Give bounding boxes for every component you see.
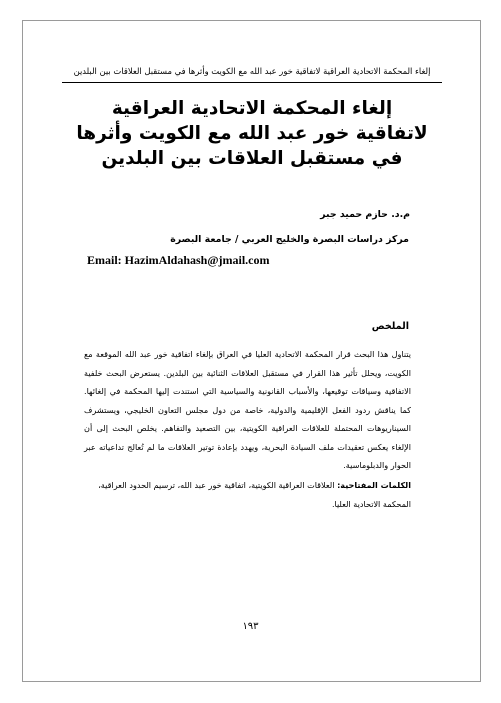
author-email <box>87 253 270 268</box>
header-divider <box>62 82 442 83</box>
abstract-body: يتناول هذا البحث قرار المحكمة الاتحادية العليا في العراق بإلغاء اتفاقية خور عبد الله الموقعة مع الكويت، ويحلل تأثير هذا القرار في مستقبل العلاقات الثنائية بين البلدين. يستعرض البحث خلفية الاتفاقية وسياقات توقيعها، والأسباب القانونية والسياسية التي استندت إليها المحكمة في إلغائها. كما يناقش ردود الفعل الإقليمية والدولية، خاصة من دول مجلس التعاون الخليجي، ويستشرف السيناريوهات المحتملة للعلاقات العراقية الكويتية، بين التصعيد والتفاهم. يخلص البحث إلى أن الإلغاء يعكس تعقيدات ملف السيادة البحرية، ويهدد بإعادة توتير العلاقات ما لم تُعالج تداعياته عبر الحوار والدبلوماسية. <box>84 349 411 470</box>
author-affiliation: مركز دراسات البصرة والخليج العربي / جامعة البصرة <box>170 234 409 245</box>
keywords <box>84 476 411 513</box>
title-line-1: إلغاء المحكمة الاتحادية العراقية <box>111 98 393 119</box>
email-label: Email: <box>87 253 122 267</box>
keywords-label: الكلمات المفتاحية: <box>337 480 411 490</box>
paper-title <box>62 96 442 171</box>
author-name: م.د. حازم حميد جبر <box>320 209 410 220</box>
title-line-2: لاتفاقية خور عبد الله مع الكويت وأثرها <box>76 123 428 144</box>
email-address: HazimAldahash@jmail.com <box>124 253 270 267</box>
title-line-3: في مستقبل العلاقات بين البلدين <box>101 148 403 169</box>
keywords-text: العلاقات العراقية الكويتية، اتفاقية خور عبد الله، ترسيم الحدود العراقية، المحكمة الاتحادية العليا. <box>98 480 411 509</box>
page-number: ١٩٣ <box>242 621 259 632</box>
running-header: إلغاء المحكمة الاتحادية العراقية لاتفاقية خور عبد الله مع الكويت وأثرها في مستقبل العلاقات بين البلدين <box>73 66 431 76</box>
abstract-heading: الملخص <box>371 321 409 332</box>
